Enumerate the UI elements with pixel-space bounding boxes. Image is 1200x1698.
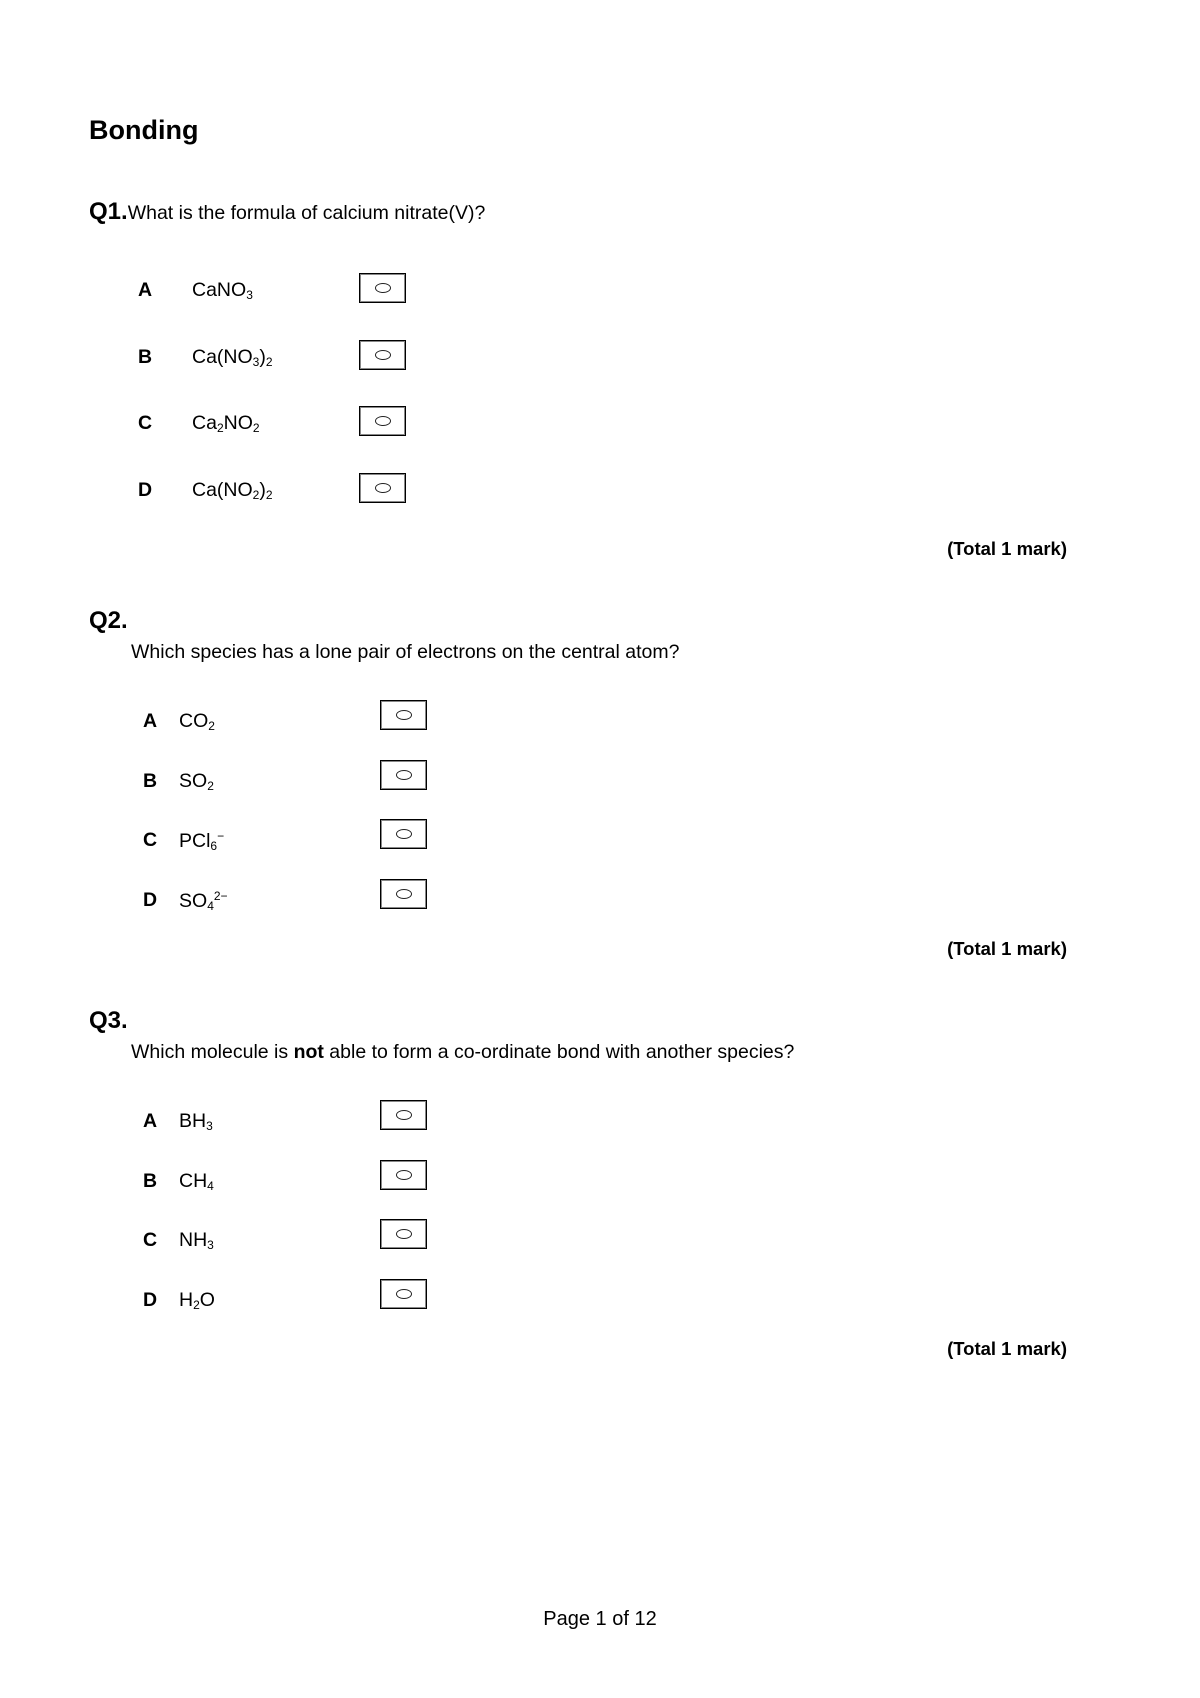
text-run: able to form a co-ordinate bond with another species? [323,1041,795,1063]
answer-oval-icon [396,770,412,780]
question-number: Q2. [89,607,128,634]
answer-box[interactable] [380,1279,427,1309]
subscript: 4 [207,899,214,913]
total-mark: (Total 1 mark) [947,938,1067,959]
text-run: BH [179,1110,207,1132]
option-letter: D [138,479,153,501]
text-run: ) [259,479,266,501]
answer-oval-icon [396,1110,412,1120]
answer-box[interactable] [380,819,427,849]
text-run: ) [259,346,266,368]
answer-box[interactable] [359,406,406,436]
answer-oval-icon [396,1170,412,1180]
text-run: O [199,1289,215,1311]
option-text [192,346,273,369]
option-letter: D [143,889,158,911]
option-text [192,479,273,502]
superscript: 2− [213,889,228,903]
answer-oval-icon [375,283,391,293]
text-run: NH [179,1229,208,1251]
answer-box[interactable] [359,273,406,303]
subscript: 2 [265,488,273,502]
question-1-header [89,198,485,226]
text-run: Ca [192,412,217,434]
subscript: 2 [216,421,224,435]
option-letter: B [138,346,153,368]
option-text [192,279,253,302]
answer-oval-icon [396,710,412,720]
text-run: NO [223,412,253,434]
subscript: 2 [208,719,215,733]
option-text [179,889,228,913]
answer-oval-icon [396,1289,412,1299]
question-text [131,641,679,664]
answer-box[interactable] [380,760,427,790]
option-text [192,412,260,435]
answer-box[interactable] [380,1219,427,1249]
superscript: − [217,829,225,843]
answer-oval-icon [396,1229,412,1239]
answer-box[interactable] [380,1100,427,1130]
text-run: PCl [179,830,211,852]
option-letter: C [143,1229,158,1251]
answer-oval-icon [396,829,412,839]
text-run: CaNO [192,279,247,301]
text-run: SO [179,770,208,792]
option-letter: D [143,1289,158,1311]
option-text [179,1229,214,1252]
answer-box[interactable] [380,879,427,909]
option-letter: B [143,770,158,792]
option-text [179,1289,215,1312]
option-letter: C [143,829,158,851]
answer-box[interactable] [380,1160,427,1190]
option-letter: A [138,279,153,301]
subscript: 3 [206,1119,213,1133]
answer-box[interactable] [359,340,406,370]
question-text [131,1041,794,1064]
text-run: Which species has a lone pair of electrons on the central atom? [131,641,680,663]
option-letter: C [138,412,153,434]
text-run: H [179,1289,194,1311]
subscript: 4 [207,1179,214,1193]
subscript: 3 [207,1238,214,1252]
total-mark: (Total 1 mark) [947,1338,1067,1359]
answer-box[interactable] [380,700,427,730]
subscript: 2 [252,488,260,502]
subscript: 2 [252,421,260,435]
option-text [179,1110,213,1133]
answer-oval-icon [396,889,412,899]
option-letter: A [143,1110,158,1132]
text-run: SO [179,890,208,912]
subscript: 3 [252,355,260,369]
subscript: 2 [207,779,214,793]
text-run: CH [179,1170,208,1192]
option-text [179,829,224,853]
text-run: CO [179,710,209,732]
text-run: Ca(NO [192,346,253,368]
subscript: 6 [210,839,218,853]
total-mark: (Total 1 mark) [947,538,1067,559]
question-text: What is the formula of calcium nitrate(V)? [127,202,486,224]
answer-box[interactable] [359,473,406,503]
option-letter: A [143,710,158,732]
question-number: Q1. [89,198,128,225]
text-run: Which molecule is [131,1041,294,1063]
answer-oval-icon [375,416,391,426]
option-text [179,1170,214,1193]
subscript: 3 [246,288,253,302]
option-letter: B [143,1170,158,1192]
answer-oval-icon [375,350,391,360]
question-number: Q3. [89,1007,128,1034]
subscript: 2 [193,1298,200,1312]
option-text [179,770,214,793]
page-title: Bonding [89,115,199,145]
subscript: 2 [265,355,273,369]
option-text [179,710,215,733]
text-run: Ca(NO [192,479,253,501]
answer-oval-icon [375,483,391,493]
page-footer: Page 1 of 12 [543,1608,657,1630]
emphasis: not [293,1041,324,1063]
